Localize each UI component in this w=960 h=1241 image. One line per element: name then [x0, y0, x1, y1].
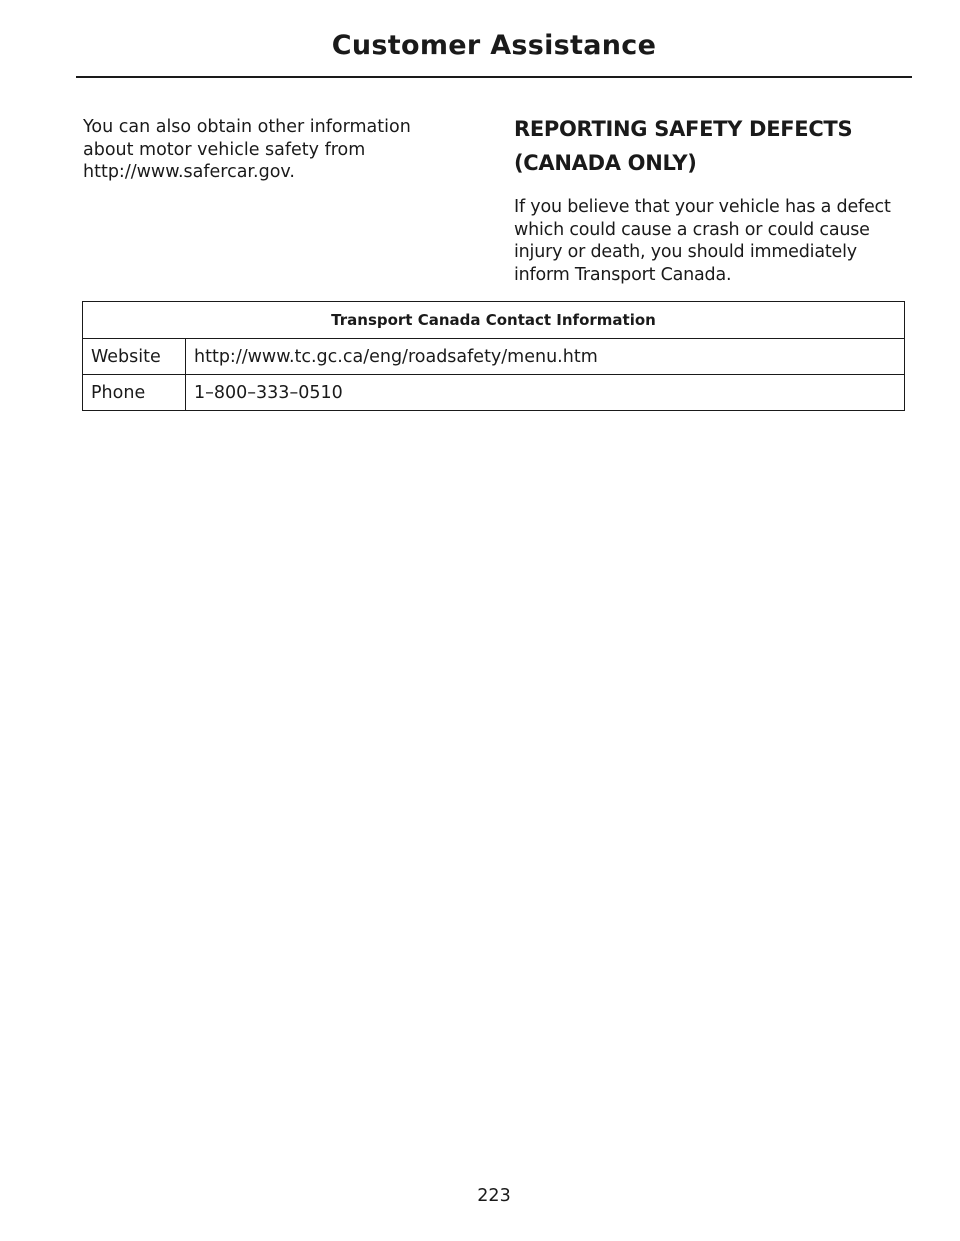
heading-line: (CANADA ONLY): [514, 151, 697, 175]
section-heading: [514, 112, 914, 180]
phone-label: Phone: [83, 375, 186, 411]
body-line: If you believe that your vehicle has a defect: [514, 197, 891, 217]
table-row: [83, 375, 905, 411]
section-body: [514, 196, 914, 286]
table-caption: Transport Canada Contact Information: [83, 302, 905, 339]
safety-defects-section: [514, 112, 914, 286]
paragraph-line: about motor vehicle safety from: [83, 139, 366, 160]
body-line: inform Transport Canada.: [514, 264, 732, 285]
title-divider: [76, 76, 912, 78]
body-line: injury or death, you should immediately: [514, 242, 857, 262]
body-line: which could cause a crash or could cause: [514, 219, 870, 240]
page-title: Customer Assistance: [331, 30, 657, 61]
website-value: http://www.tc.gc.ca/eng/roadsafety/menu.htm: [186, 339, 905, 375]
paragraph-line: You can also obtain other information: [83, 117, 411, 137]
page-number: 223: [477, 1186, 511, 1206]
table-row: [83, 339, 905, 375]
website-label: Website: [83, 339, 186, 375]
paragraph-line: http://www.safercar.gov.: [83, 162, 295, 182]
phone-value: 1–800–333–0510: [186, 375, 905, 411]
transport-canada-contact-table: [82, 301, 905, 411]
heading-line: REPORTING SAFETY DEFECTS: [514, 117, 853, 141]
table-caption-row: [83, 302, 905, 339]
safercar-info-paragraph: [83, 116, 463, 184]
